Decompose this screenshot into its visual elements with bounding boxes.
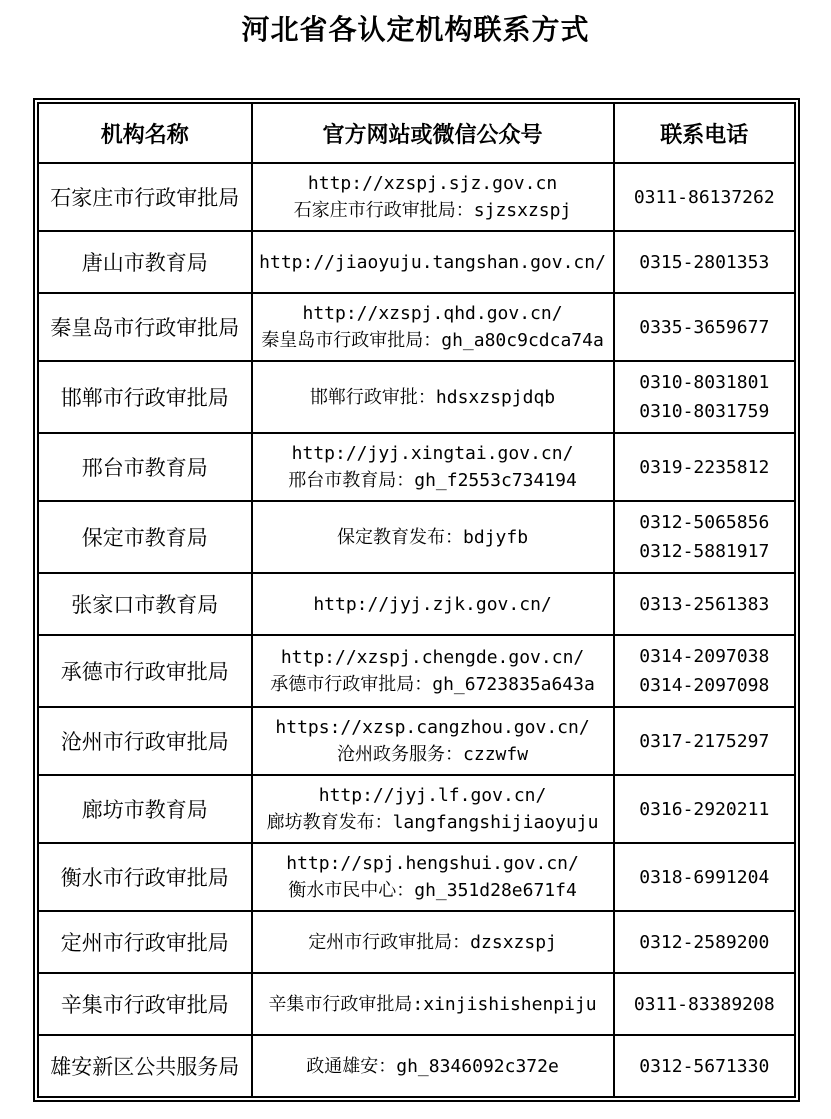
table-row: [38, 1035, 795, 1097]
institution-name: 张家口市教育局: [38, 573, 252, 635]
website-line: 石家庄市行政审批局：sjzsxzspj: [293, 200, 572, 221]
table-row: [38, 707, 795, 775]
website-line: 廊坊教育发布：langfangshijiaoyuju: [266, 812, 599, 833]
table-row: [38, 231, 795, 293]
website-line: http://jyj.xingtai.gov.cn/: [291, 443, 574, 464]
table-row: [38, 433, 795, 501]
table-row: [38, 361, 795, 433]
website-line: http://xzspj.qhd.gov.cn/: [302, 303, 563, 324]
phone-numbers: [614, 1035, 795, 1097]
col-header-institution: 机构名称: [38, 103, 252, 163]
institution-name: 定州市行政审批局: [38, 911, 252, 973]
website-line: 秦皇岛市行政审批局：gh_a80c9cdca74a: [261, 330, 604, 351]
website-or-wechat: [252, 973, 614, 1035]
phone-line: 0312-2589200: [639, 931, 770, 953]
website-or-wechat: [252, 293, 614, 361]
website-or-wechat: [252, 163, 614, 231]
website-or-wechat: [252, 707, 614, 775]
institution-name: 承德市行政审批局: [38, 635, 252, 707]
institution-name: 保定市教育局: [38, 501, 252, 573]
institution-name: 沧州市行政审批局: [38, 707, 252, 775]
website-line: 承德市行政审批局：gh_6723835a643a: [270, 674, 595, 695]
phone-line: 0315-2801353: [639, 251, 770, 273]
phone-line: 0317-2175297: [639, 730, 770, 752]
phone-line: 0312-5671330: [639, 1055, 770, 1077]
phone-line: 0335-3659677: [639, 316, 770, 338]
contact-table-border: [33, 98, 800, 1102]
table-row: [38, 573, 795, 635]
phone-line: 0319-2235812: [639, 456, 770, 478]
phone-numbers: [614, 973, 795, 1035]
website-or-wechat: [252, 1035, 614, 1097]
table-row: [38, 843, 795, 911]
website-line: https://xzsp.cangzhou.gov.cn/: [275, 717, 590, 738]
website-line: 保定教育发布：bdjyfb: [337, 526, 529, 548]
website-or-wechat: [252, 501, 614, 573]
website-or-wechat: [252, 573, 614, 635]
table-row: [38, 911, 795, 973]
header-row: [38, 103, 795, 163]
phone-numbers: [614, 501, 795, 573]
website-or-wechat: [252, 361, 614, 433]
phone-line: 0310-8031801: [639, 372, 770, 393]
website-line: 定州市行政审批局：dzsxzspj: [308, 931, 557, 953]
phone-line: 0310-8031759: [639, 401, 770, 422]
website-line: 邯郸行政审批：hdsxzspjdqb: [309, 386, 556, 408]
phone-line: 0312-5881917: [639, 541, 770, 562]
website-line: http://xzspj.sjz.gov.cn: [307, 173, 558, 194]
website-or-wechat: [252, 433, 614, 501]
phone-numbers: [614, 911, 795, 973]
phone-line: 0311-83389208: [633, 993, 775, 1015]
website-line: 邢台市教育局：gh_f2553c734194: [288, 470, 577, 491]
phone-numbers: [614, 707, 795, 775]
table-row: [38, 973, 795, 1035]
contact-table: [37, 102, 796, 1098]
institution-name: 廊坊市教育局: [38, 775, 252, 843]
institution-name: 唐山市教育局: [38, 231, 252, 293]
institution-name: 秦皇岛市行政审批局: [38, 293, 252, 361]
website-or-wechat: [252, 231, 614, 293]
website-line: 衡水市民中心：gh_351d28e671f4: [288, 880, 577, 901]
phone-numbers: [614, 573, 795, 635]
phone-line: 0313-2561383: [639, 593, 770, 615]
institution-name: 邢台市教育局: [38, 433, 252, 501]
phone-numbers: [614, 361, 795, 433]
institution-name: 邯郸市行政审批局: [38, 361, 252, 433]
website-line: 政通雄安：gh_8346092c372e: [306, 1055, 559, 1077]
institution-name: 辛集市行政审批局: [38, 973, 252, 1035]
phone-numbers: [614, 163, 795, 231]
phone-numbers: [614, 293, 795, 361]
institution-name: 石家庄市行政审批局: [38, 163, 252, 231]
phone-line: 0316-2920211: [639, 798, 770, 820]
website-or-wechat: [252, 775, 614, 843]
phone-line: 0318-6991204: [639, 866, 770, 888]
phone-numbers: [614, 775, 795, 843]
institution-name: 雄安新区公共服务局: [38, 1035, 252, 1097]
table-row: [38, 293, 795, 361]
website-or-wechat: [252, 635, 614, 707]
phone-numbers: [614, 843, 795, 911]
page-title: 河北省各认定机构联系方式: [241, 15, 590, 46]
col-header-website: 官方网站或微信公众号: [252, 103, 614, 163]
table-row: [38, 775, 795, 843]
table-row: [38, 163, 795, 231]
col-header-phone: 联系电话: [614, 103, 795, 163]
table-row: [38, 635, 795, 707]
phone-numbers: [614, 231, 795, 293]
institution-name: 衡水市行政审批局: [38, 843, 252, 911]
table-row: [38, 501, 795, 573]
website-line: 辛集市行政审批局:xinjishishenpiju: [268, 993, 597, 1015]
phone-numbers: [614, 433, 795, 501]
phone-line: 0314-2097038: [639, 646, 770, 667]
phone-line: 0311-86137262: [633, 186, 775, 208]
website-line: http://jyj.lf.gov.cn/: [318, 785, 547, 806]
phone-line: 0314-2097098: [639, 675, 770, 696]
website-or-wechat: [252, 911, 614, 973]
website-line: http://jiaoyuju.tangshan.gov.cn/: [259, 251, 606, 273]
website-line: http://spj.hengshui.gov.cn/: [286, 853, 579, 874]
website-or-wechat: [252, 843, 614, 911]
website-line: 沧州政务服务：czzwfw: [337, 744, 529, 765]
website-line: http://jyj.zjk.gov.cn/: [313, 593, 552, 615]
phone-numbers: [614, 635, 795, 707]
table-body: [38, 163, 795, 1097]
phone-line: 0312-5065856: [639, 512, 770, 533]
website-line: http://xzspj.chengde.gov.cn/: [280, 647, 585, 668]
